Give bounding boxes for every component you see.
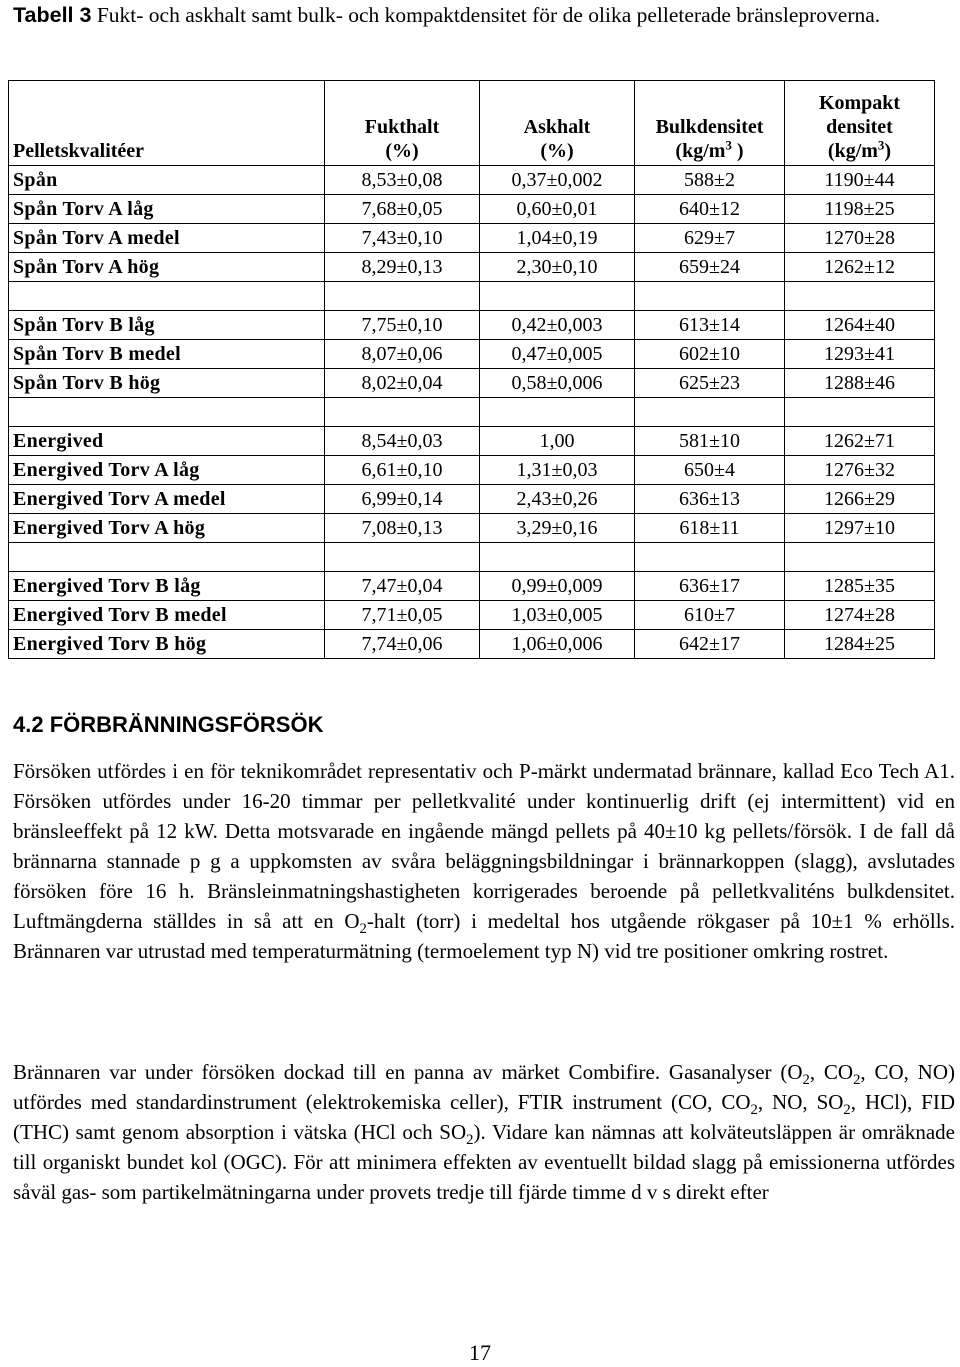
row-label-cell: Spån Torv B medel bbox=[9, 340, 325, 369]
caption-label: Tabell 3 bbox=[13, 3, 92, 27]
empty-cell bbox=[480, 398, 635, 427]
row-label-cell: Spån Torv B låg bbox=[9, 311, 325, 340]
value-cell: 1,06±0,006 bbox=[480, 630, 635, 659]
table-row bbox=[9, 224, 935, 253]
empty-cell bbox=[480, 282, 635, 311]
table-header-row bbox=[9, 81, 935, 166]
value-cell: 610±7 bbox=[635, 601, 785, 630]
row-label-cell: Energived Torv B medel bbox=[9, 601, 325, 630]
value-cell: 0,58±0,006 bbox=[480, 369, 635, 398]
row-label-cell: Spån Torv B hög bbox=[9, 369, 325, 398]
value-cell: 7,71±0,05 bbox=[325, 601, 480, 630]
empty-cell bbox=[785, 398, 935, 427]
value-cell: 659±24 bbox=[635, 253, 785, 282]
row-label-cell: Energived Torv A hög bbox=[9, 514, 325, 543]
value-cell: 7,08±0,13 bbox=[325, 514, 480, 543]
value-cell: 8,29±0,13 bbox=[325, 253, 480, 282]
section-heading: 4.2 FÖRBRÄNNINGSFÖRSÖK bbox=[13, 712, 324, 737]
table-row bbox=[9, 601, 935, 630]
table-caption bbox=[13, 0, 943, 30]
value-cell: 636±17 bbox=[635, 572, 785, 601]
density-table bbox=[8, 80, 935, 659]
empty-cell bbox=[635, 282, 785, 311]
row-label-cell: Energived Torv B hög bbox=[9, 630, 325, 659]
empty-cell bbox=[325, 282, 480, 311]
table-row bbox=[9, 369, 935, 398]
value-cell: 1270±28 bbox=[785, 224, 935, 253]
table-row bbox=[9, 311, 935, 340]
value-cell: 2,43±0,26 bbox=[480, 485, 635, 514]
row-label-cell: Energived Torv A medel bbox=[9, 485, 325, 514]
header-askhalt: Askhalt (%) bbox=[480, 81, 635, 166]
value-cell: 642±17 bbox=[635, 630, 785, 659]
empty-cell bbox=[325, 398, 480, 427]
header-fukthalt: Fukthalt (%) bbox=[325, 81, 480, 166]
value-cell: 1297±10 bbox=[785, 514, 935, 543]
empty-cell bbox=[635, 398, 785, 427]
value-cell: 650±4 bbox=[635, 456, 785, 485]
value-cell: 613±14 bbox=[635, 311, 785, 340]
table-row bbox=[9, 166, 935, 195]
table-row bbox=[9, 253, 935, 282]
value-cell: 1190±44 bbox=[785, 166, 935, 195]
value-cell: 1198±25 bbox=[785, 195, 935, 224]
value-cell: 1262±12 bbox=[785, 253, 935, 282]
table-row bbox=[9, 485, 935, 514]
value-cell: 7,47±0,04 bbox=[325, 572, 480, 601]
value-cell: 7,43±0,10 bbox=[325, 224, 480, 253]
value-cell: 1274±28 bbox=[785, 601, 935, 630]
empty-cell bbox=[635, 543, 785, 572]
empty-cell bbox=[785, 543, 935, 572]
empty-cell bbox=[9, 398, 325, 427]
value-cell: 7,75±0,10 bbox=[325, 311, 480, 340]
value-cell: 0,60±0,01 bbox=[480, 195, 635, 224]
empty-cell bbox=[480, 543, 635, 572]
table-row bbox=[9, 195, 935, 224]
empty-cell bbox=[9, 282, 325, 311]
row-label-cell: Spån Torv A hög bbox=[9, 253, 325, 282]
table-row bbox=[9, 427, 935, 456]
row-label-cell: Spån Torv A låg bbox=[9, 195, 325, 224]
value-cell: 1,04±0,19 bbox=[480, 224, 635, 253]
value-cell: 8,54±0,03 bbox=[325, 427, 480, 456]
value-cell: 602±10 bbox=[635, 340, 785, 369]
value-cell: 7,68±0,05 bbox=[325, 195, 480, 224]
value-cell: 1276±32 bbox=[785, 456, 935, 485]
table-row bbox=[9, 456, 935, 485]
value-cell: 625±23 bbox=[635, 369, 785, 398]
spacer-row bbox=[9, 398, 935, 427]
row-label-cell: Spån bbox=[9, 166, 325, 195]
header-kompakt-densitet: Kompakt densitet $(kg/m^3)$ bbox=[785, 81, 935, 166]
value-cell: 636±13 bbox=[635, 485, 785, 514]
value-cell: 1264±40 bbox=[785, 311, 935, 340]
value-cell: 1262±71 bbox=[785, 427, 935, 456]
value-cell: 8,53±0,08 bbox=[325, 166, 480, 195]
empty-cell bbox=[785, 282, 935, 311]
empty-cell bbox=[325, 543, 480, 572]
value-cell: 0,99±0,009 bbox=[480, 572, 635, 601]
row-label-cell: Energived bbox=[9, 427, 325, 456]
value-cell: 1,00 bbox=[480, 427, 635, 456]
row-label-cell: Energived Torv B låg bbox=[9, 572, 325, 601]
table-row bbox=[9, 630, 935, 659]
value-cell: 8,07±0,06 bbox=[325, 340, 480, 369]
value-cell: 3,29±0,16 bbox=[480, 514, 635, 543]
paragraph-forbranningsforsok: Försöken utfördes i en för teknikområdet representativ och P-märkt undermatad brännare, kallad Eco Tech A1. Försöken utfördes under 16-20 timmar per pelletkvalité under kontinuerlig drift (ej intermittent) vid en bränsleeffekt på 12 kW. Detta motsvarade en ingående mängd pellets på 40±10 kg pellets/försök. I de fall då brännarna stannade p g a uppkomsten av svåra beläggningsbildningar i brännarkoppen (slagg), avslutades försöken före 16 h. Bränsleinmatningshastigheten korrigerades beroende på pelletkvaliténs bulkdensitet. Luftmängderna ställdes in så att en $O_2$-halt (torr) i medeltal hos utgående rökgaser på 10±1 % erhölls. Brännaren var utrustad med temperaturmätning (termoelement typ N) vid tre positioner omkring rostret. bbox=[13, 759, 955, 963]
table-row bbox=[9, 514, 935, 543]
table-row bbox=[9, 572, 935, 601]
value-cell: 2,30±0,10 bbox=[480, 253, 635, 282]
value-cell: 7,74±0,06 bbox=[325, 630, 480, 659]
value-cell: 1,03±0,005 bbox=[480, 601, 635, 630]
row-label-cell: Energived Torv A låg bbox=[9, 456, 325, 485]
value-cell: 0,47±0,005 bbox=[480, 340, 635, 369]
header-bulkdensitet: Bulkdensitet ($kg/m^3$ ) bbox=[635, 81, 785, 166]
value-cell: 0,42±0,003 bbox=[480, 311, 635, 340]
value-cell: 629±7 bbox=[635, 224, 785, 253]
value-cell: 8,02±0,04 bbox=[325, 369, 480, 398]
row-label-cell: Spån Torv A medel bbox=[9, 224, 325, 253]
page-number: 17 bbox=[469, 1340, 491, 1365]
empty-cell bbox=[9, 543, 325, 572]
paragraph-gasanalyser: Brännaren var under försöken dockad till en panna av märket Combifire. Gasanalyser ($O_2$, $CO_2$, CO, NO) utfördes med standardinstrument (elektrokemiska celler), FTIR instrument (CO, $CO_2$, NO, $SO_2$, HCl), FID (THC) samt genom absorption i vätska (HCl och $SO_2$). Vidare kan nämnas att kolväteutsläppen är omräknade till organiskt bundet kol (OGC). För att minimera effekten av eventuellt bildad slagg på emissionerna utfördes såväl gas- som partikelmätningarna under provets tredje till fjärde timme d v s direkt efter bbox=[13, 1060, 956, 1204]
value-cell: 1,31±0,03 bbox=[480, 456, 635, 485]
value-cell: 581±10 bbox=[635, 427, 785, 456]
header-pelletskvaliteer: Pelletskvalitéer bbox=[9, 81, 325, 166]
spacer-row bbox=[9, 543, 935, 572]
table-row bbox=[9, 340, 935, 369]
value-cell: 1293±41 bbox=[785, 340, 935, 369]
value-cell: 6,99±0,14 bbox=[325, 485, 480, 514]
value-cell: 618±11 bbox=[635, 514, 785, 543]
spacer-row bbox=[9, 282, 935, 311]
value-cell: 1266±29 bbox=[785, 485, 935, 514]
value-cell: 640±12 bbox=[635, 195, 785, 224]
value-cell: 6,61±0,10 bbox=[325, 456, 480, 485]
value-cell: 588±2 bbox=[635, 166, 785, 195]
value-cell: 1288±46 bbox=[785, 369, 935, 398]
value-cell: 0,37±0,002 bbox=[480, 166, 635, 195]
value-cell: 1285±35 bbox=[785, 572, 935, 601]
value-cell: 1284±25 bbox=[785, 630, 935, 659]
caption-text: Fukt- och askhalt samt bulk- och kompaktdensitet för de olika pelleterade bränsleproverna. bbox=[91, 3, 881, 27]
